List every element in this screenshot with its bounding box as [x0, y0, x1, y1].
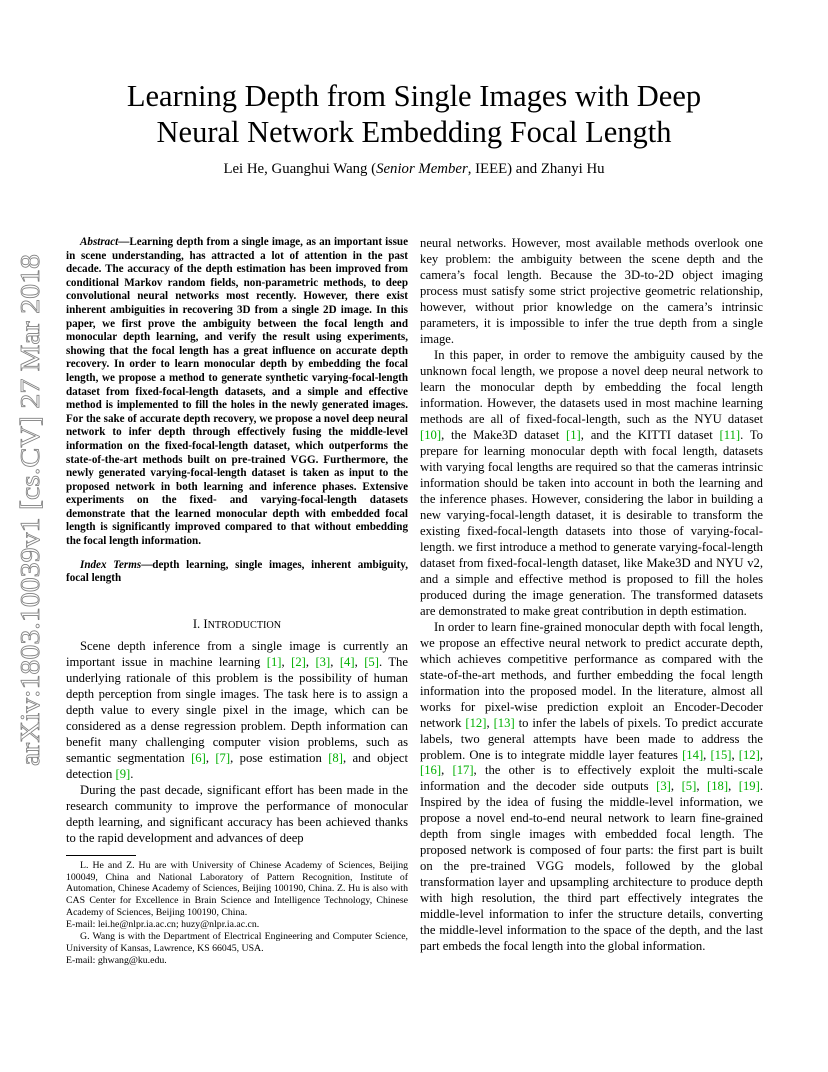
section-title-rest: NTRODUCTION	[207, 619, 282, 631]
separator: ,	[305, 654, 316, 669]
index-terms-label: Index Terms	[80, 558, 142, 571]
authors-role: Senior Member	[376, 161, 468, 177]
separator: ,	[441, 763, 453, 778]
abstract-label: Abstract	[80, 236, 119, 248]
arxiv-stamp-svg	[9, 248, 49, 768]
citation-link[interactable]: [13]	[493, 715, 515, 730]
abstract-text: —Learning depth from a single image, as an important issue in scene understanding, has attracted a lot of attention in the past decade. The accuracy of the depth estimation has been improved from conditional Markov random fields, non-parametric methods, to deep convolutional neural networks most recently. However, there exist inherent ambiguities in recovering 3D from a single 2D image. In this paper, we first prove the ambiguity between the focal length and monocular depth learning, and verify the result using experiments, showing that the focal length has a great influence on accurate depth recovery. In order to learn monocular depth by embedding the focal length, we propose a method to generate synthetic varying-focal-length dataset from fixed-focal-length datasets, and a simple and effective method is implemented to fill the holes in the newly generated images. For the sake of accurate depth recovery, we propose a novel deep neural network to infer depth through effectively fusing the middle-level information on the fixed-focal-length dataset, which outperforms the state-of-the-art methods built on pre-trained VGG. Furthermore, the newly generated varying-focal-length dataset is taken as input to the proposed network in both learning and inference phases. Extensive experiments on the fixed- and varying-focal-length datasets demonstrate that the learned monocular depth with embedded focal length is significantly improved compared to that without embedding the focal length information.	[66, 236, 408, 548]
citation-link[interactable]: [8]	[328, 750, 343, 765]
citation-link[interactable]: [3]	[315, 654, 331, 669]
citation-link[interactable]: [1]	[566, 427, 581, 442]
citation-link[interactable]: [1]	[266, 654, 282, 669]
authors-part-1: Lei He, Guanghui Wang (	[223, 161, 377, 177]
index-terms	[66, 559, 408, 586]
citation-link[interactable]: [11]	[719, 427, 741, 442]
citation-link[interactable]: [10]	[420, 427, 442, 442]
text-run: , and the KITTI dataset	[580, 427, 720, 442]
citation-link[interactable]: [4]	[339, 654, 355, 669]
footnote-email-1: E-mail: lei.he@nlpr.ia.ac.cn; huzy@nlpr.ia.ac.cn.	[66, 919, 260, 931]
separator: ,	[728, 779, 739, 794]
text-run: . The underlying rationale of this problem is the possibility of human depth perception from single images. The task here is to assign a depth value to every single pixel in the image, which can be considered as a dense regression problem. Depth information can benefit many challenging computer vision problems, such as semantic segmentation	[66, 654, 408, 765]
section-initial: I	[203, 616, 208, 631]
text-run: , pose estimation	[230, 750, 329, 765]
arxiv-stamp	[9, 248, 49, 768]
title-line-1: Learning Depth from Single Images with Deep	[126, 79, 702, 113]
text-run: . Inspired by the idea of fusing the middle-level information, we propose a novel end-to-end neural network to learn fine-grained depth from single images with embedded focal length. The proposed network is composed of four parts: the first part is built on the pre-trained VGG models, followed by the global transformation layer and upsampling architecture to produce depth with high resolution, the third part effectively integrates the middle-level information to infer the structure details, converting the middle-level information to the space of the depth, and the last part embeds the focal length into the global information.	[420, 779, 763, 954]
authors-part-2: , IEEE) and Zhanyi Hu	[467, 161, 605, 177]
separator: ,	[354, 654, 365, 669]
text-run: Scene depth inference from a single image is currently an important issue in machine learning	[66, 638, 408, 669]
citation-link[interactable]: [17]	[452, 763, 474, 778]
citation-link[interactable]: [12]	[465, 715, 487, 730]
abstract	[66, 236, 408, 549]
citation-link[interactable]: [9]	[115, 766, 131, 781]
citation-link[interactable]: [3]	[656, 779, 671, 794]
text-run: In order to learn fine-grained monocular depth with focal length, we propose an effective neural network to predict accurate depth, which achieves competitive performance as compared with the state-of-the-art methods, and further embedding the focal length information into the proposed model. In the literature, almost all works for pixel-wise prediction exploit an Encoder-Decoder network	[420, 619, 763, 730]
footnote-affiliation-2: G. Wang is with the Department of Electrical Engineering and Computer Science, University of Kansas, Lawrence, KS 66045, USA.	[66, 931, 408, 954]
intro-paragraph-2: During the past decade, significant effort has been made in the research community to improve the performance of monocular depth learning, and significant accuracy has been achieved thanks to the rapid development and advances of deep	[66, 782, 408, 845]
intro-paragraph-1	[66, 639, 408, 783]
footnote-email-2: E-mail: ghwang@ku.edu.	[66, 954, 167, 966]
section-number: I.	[192, 616, 204, 631]
paper-title	[60, 78, 768, 150]
index-terms-text: —depth learning, single images, inherent ambiguity, focal length	[66, 558, 408, 585]
separator: ,	[281, 654, 292, 669]
separator: ,	[731, 747, 739, 762]
citation-link[interactable]: [14]	[682, 747, 704, 762]
text-run: , the other is to effectively exploit the multi-scale information and the decoder side outputs	[420, 763, 763, 794]
right-paragraph-3	[420, 620, 763, 956]
citation-link[interactable]: [5]	[681, 779, 697, 794]
footnote-rule	[66, 855, 136, 856]
right-paragraph-1: neural networks. However, most available methods overlook one key problem: the ambiguity between the scene depth and the camera’s focal length. Because the 3D-to-2D object imaging process must satisfy some strict projective geometric relationship, however, without prior knowledge on the camera’s intrinsic parameters, it is impossible to infer the true depth from a single image.	[420, 236, 763, 346]
citation-link[interactable]: [19]	[738, 779, 760, 794]
right-paragraph-2	[420, 348, 763, 620]
arxiv-identifier: arXiv:1803.10039v1 [cs.CV] 27 Mar 2018	[14, 295, 45, 766]
text-run: .	[130, 766, 134, 781]
citation-link[interactable]: [18]	[707, 779, 729, 794]
separator: ,	[703, 747, 711, 762]
separator: ,	[759, 747, 764, 762]
citation-link[interactable]: [7]	[215, 750, 231, 765]
citation-link[interactable]: [16]	[420, 763, 442, 778]
citation-link[interactable]: [2]	[291, 654, 306, 669]
separator: ,	[696, 779, 707, 794]
text-run: , the Make3D dataset	[441, 427, 567, 442]
citation-link[interactable]: [15]	[710, 747, 732, 762]
citation-link[interactable]: [12]	[738, 747, 760, 762]
separator: ,	[486, 715, 494, 730]
title-line-2: Neural Network Embedding Focal Length	[156, 115, 672, 149]
citation-link[interactable]: [6]	[191, 750, 206, 765]
text-run: In this paper, in order to remove the ambiguity caused by the unknown focal length, we propose a novel deep neural network to learn the monocular depth by embedding the focal length information. However, the datasets used in most machine learning methods are all of fixed-focal-length, such as the NYU dataset	[420, 347, 763, 426]
citation-link[interactable]: [5]	[364, 654, 379, 669]
separator: ,	[205, 750, 216, 765]
separator: ,	[670, 779, 682, 794]
author-line	[60, 159, 768, 179]
separator: ,	[330, 654, 340, 669]
text-run: , and object detection	[66, 750, 408, 781]
text-run: to infer the labels of pixels. To predict accurate labels, two general attempts have been made to address the problem. One is to integrate middle layer features	[420, 715, 763, 762]
left-column	[66, 236, 408, 967]
section-heading-introduction	[66, 616, 408, 634]
footnote-affiliation-1: L. He and Z. Hu are with University of Chinese Academy of Sciences, Beijing 100049, China and National Laboratory of Pattern Recognition, Institute of Automation, Chinese Academy of Sciences, Beijing 100190, China. Z. Hu is also with CAS Center for Excellence in Brain Science and Intelligence Technology, Chinese Academy of Sciences, Beijing 100190, China.	[66, 859, 408, 919]
right-column	[420, 236, 763, 955]
text-run: . To prepare for learning monocular depth with focal length, datasets with varying focal lengths are required so that the cameras intrinsic information should be taken into account in both the learning and the inference phases. However, considering the labor in building a new varying-focal-length dataset, it is desirable to transform the existing fixed-focal-length datasets into those of varying-focal-length. we first introduce a method to generate varying-focal-length dataset from fixed-focal-length dataset, like Make3D and NYU v2, and a simple and effective method is proposed to fill the holes produced during the image generation. The transformed datasets are demonstrated to make great contribution in depth estimation.	[420, 427, 763, 618]
